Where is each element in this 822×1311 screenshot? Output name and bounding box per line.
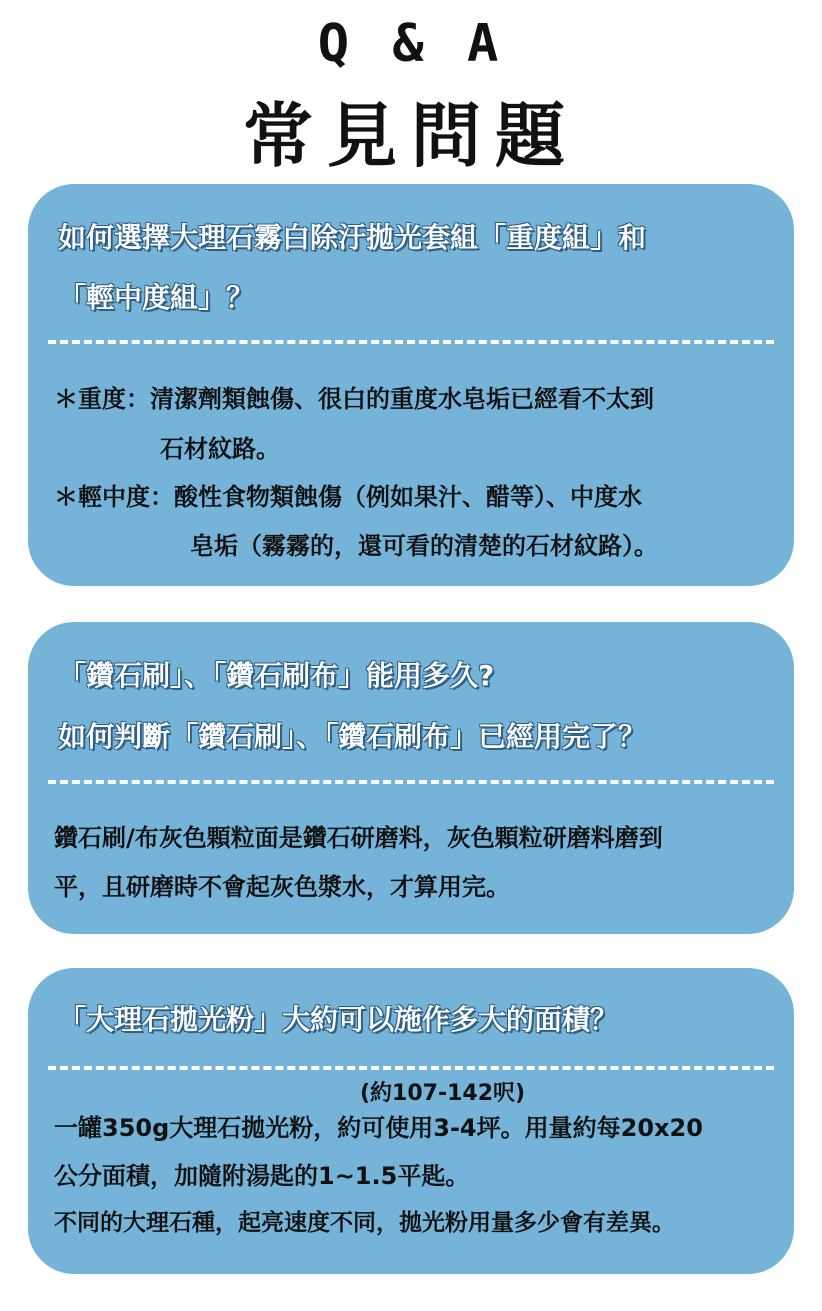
- answer-line: 公分面積，加隨附湯匙的1~1.5平匙。: [54, 1162, 470, 1190]
- answer-line: 平，且研磨時不會起灰色漿水，才算用完。: [54, 873, 510, 901]
- answer-line: 石材紋路。: [160, 435, 280, 463]
- dashed-divider: [48, 340, 774, 344]
- answer-line: ＊重度：清潔劑類蝕傷、很白的重度水皂垢已經看不太到: [54, 385, 654, 413]
- question-line: 「輕中度組」？: [58, 281, 255, 314]
- faq-card-3: [28, 968, 794, 1274]
- dashed-divider: [48, 780, 774, 784]
- answer-line: ＊輕中度：酸性食物類蝕傷（例如果汁、醋等）、中度水: [54, 483, 642, 511]
- question-line: 「鑽石刷」、「鑽石刷布」能用多久?: [58, 659, 495, 692]
- answer-line: 皂垢（霧霧的，還可看的清楚的石材紋路）。: [190, 532, 658, 560]
- question-line: 如何選擇大理石霧白除汙拋光套組「重度組」和: [58, 221, 647, 254]
- question-line: 如何判斷「鑽石刷」、「鑽石刷布」已經用完了？: [58, 720, 647, 753]
- faq-card-2: [28, 622, 794, 934]
- answer-line: 鑽石刷/布灰色顆粒面是鑽石研磨料，灰色顆粒研磨料磨到: [54, 824, 663, 852]
- answer-line: 一罐350g大理石拋光粉，約可使用3-4坪。用量約每20x20: [54, 1114, 703, 1142]
- qa-heading: Q & A: [317, 14, 505, 74]
- answer-line: 不同的大理石種，起亮速度不同，拋光粉用量多少會有差異。: [54, 1210, 675, 1236]
- question-line: 「大理石拋光粉」大約可以施作多大的面積？: [58, 1003, 619, 1036]
- area-note: (約107-142呎): [360, 1081, 526, 1106]
- page-title: 常見問題: [243, 95, 579, 177]
- faq-card-1: [28, 184, 794, 586]
- dashed-divider: [48, 1066, 774, 1070]
